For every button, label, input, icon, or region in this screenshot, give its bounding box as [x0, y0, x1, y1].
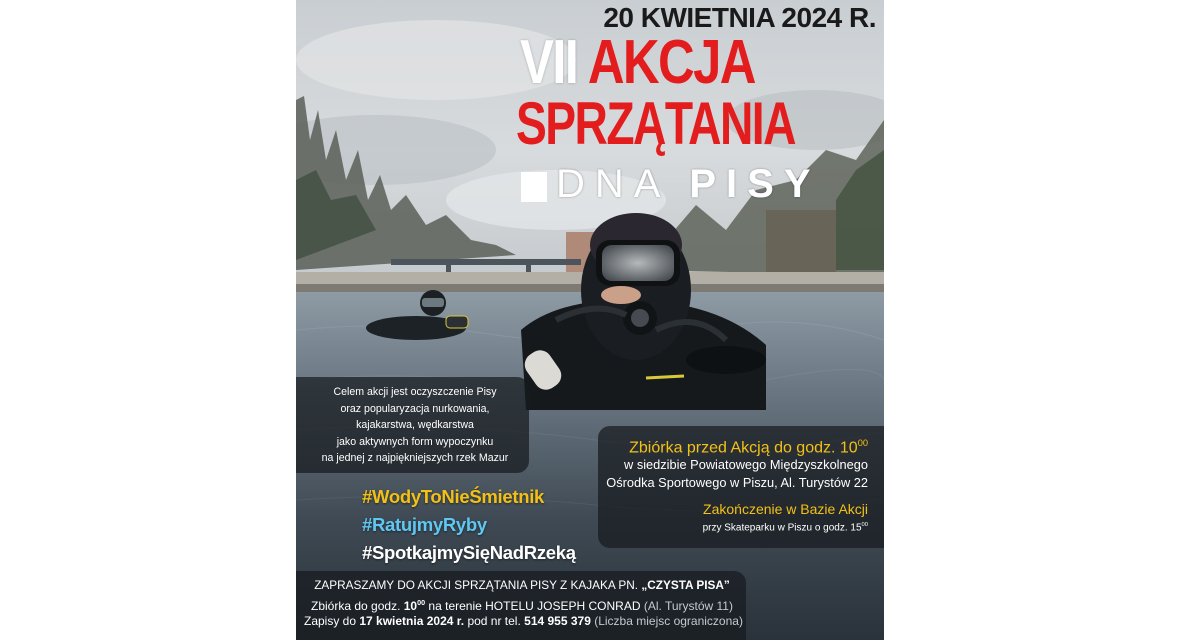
about-line: na jednej z najpiękniejszych rzek Mazur: [321, 452, 509, 464]
about-line: Celem akcji jest oczyszczenie Pisy: [333, 386, 497, 398]
about-line: jako aktywnych form wypoczynku: [336, 435, 494, 448]
title-line-1: [520, 28, 755, 97]
title-line-2: SPRZĄTANIA: [516, 90, 795, 157]
subtitle-left: DNA: [556, 162, 669, 206]
kayak-name: „CZYSTA PISA”: [641, 578, 730, 592]
kayak-meeting-text: Zbiórka do godz.: [311, 599, 404, 613]
hashtag-clean-water: #WodyToNieŚmietnik: [362, 486, 545, 507]
kayak-meeting-line: [304, 595, 740, 614]
kayak-invite-text: ZAPRASZAMY DO AKCJI SPRZĄTANIA PISY Z KAJAKA PN.: [314, 578, 642, 592]
kayak-meeting-hour: 10: [403, 599, 418, 613]
event-date: 20 KWIETNIA 2024 R.: [603, 2, 876, 33]
end-line-sup: 00: [861, 522, 868, 528]
gathering-line-2: Ośrodka Sportowego w Piszu, Al. Turystów 22: [606, 475, 868, 490]
about-line: oraz popularyzacja nurkowania,: [340, 402, 490, 415]
signup-text: Zapisy do: [304, 614, 360, 628]
gathering-title: [598, 433, 868, 458]
title-roman-numeral: VII: [520, 28, 578, 97]
kayak-meeting-address: (Al. Turystów 11): [643, 599, 733, 613]
hashtag-save-fish: #RatujmyRyby: [362, 514, 487, 535]
signup-limit-note: (Liczba miejsc ograniczona): [590, 614, 743, 628]
gathering-title-text: Zbiórka przed Akcją do godz. 10: [629, 439, 858, 457]
hashtag-meet-by-river: #SpotkajmySięNadRzeką: [362, 542, 576, 563]
kayak-invite-line: [304, 577, 740, 593]
kayak-panel: [296, 571, 746, 640]
end-title: Zakończenie w Bazie Akcji: [703, 501, 868, 517]
subtitle-right: PISY: [689, 162, 821, 206]
title-word-akcja: AKCJA: [587, 28, 755, 97]
gathering-panel: [598, 426, 884, 548]
signup-phone-label: pod nr tel.: [464, 614, 525, 628]
kayak-meeting-sup: 00: [417, 598, 426, 607]
subtitle: [556, 160, 821, 208]
signup-phone: 514 955 379: [524, 614, 591, 628]
about-text: [306, 384, 524, 467]
kayak-meeting-place: na terenie HOTELU JOSEPH CONRAD: [425, 599, 644, 613]
about-line: kajakarstwa, wędkarstwa: [356, 419, 474, 431]
title-bar-decoration: [521, 172, 547, 202]
gathering-title-sup: 00: [857, 438, 868, 448]
end-line: [598, 518, 868, 535]
event-poster: [296, 0, 884, 640]
about-panel: [296, 377, 529, 473]
kayak-signup-line: [304, 613, 743, 629]
signup-deadline: 17 kwietnia 2024 r.: [359, 614, 465, 628]
end-line-text: przy Skateparku w Piszu o godz. 15: [702, 522, 862, 534]
gathering-line-1: w siedzibie Powiatowego Międzyszkolnego: [624, 457, 868, 472]
